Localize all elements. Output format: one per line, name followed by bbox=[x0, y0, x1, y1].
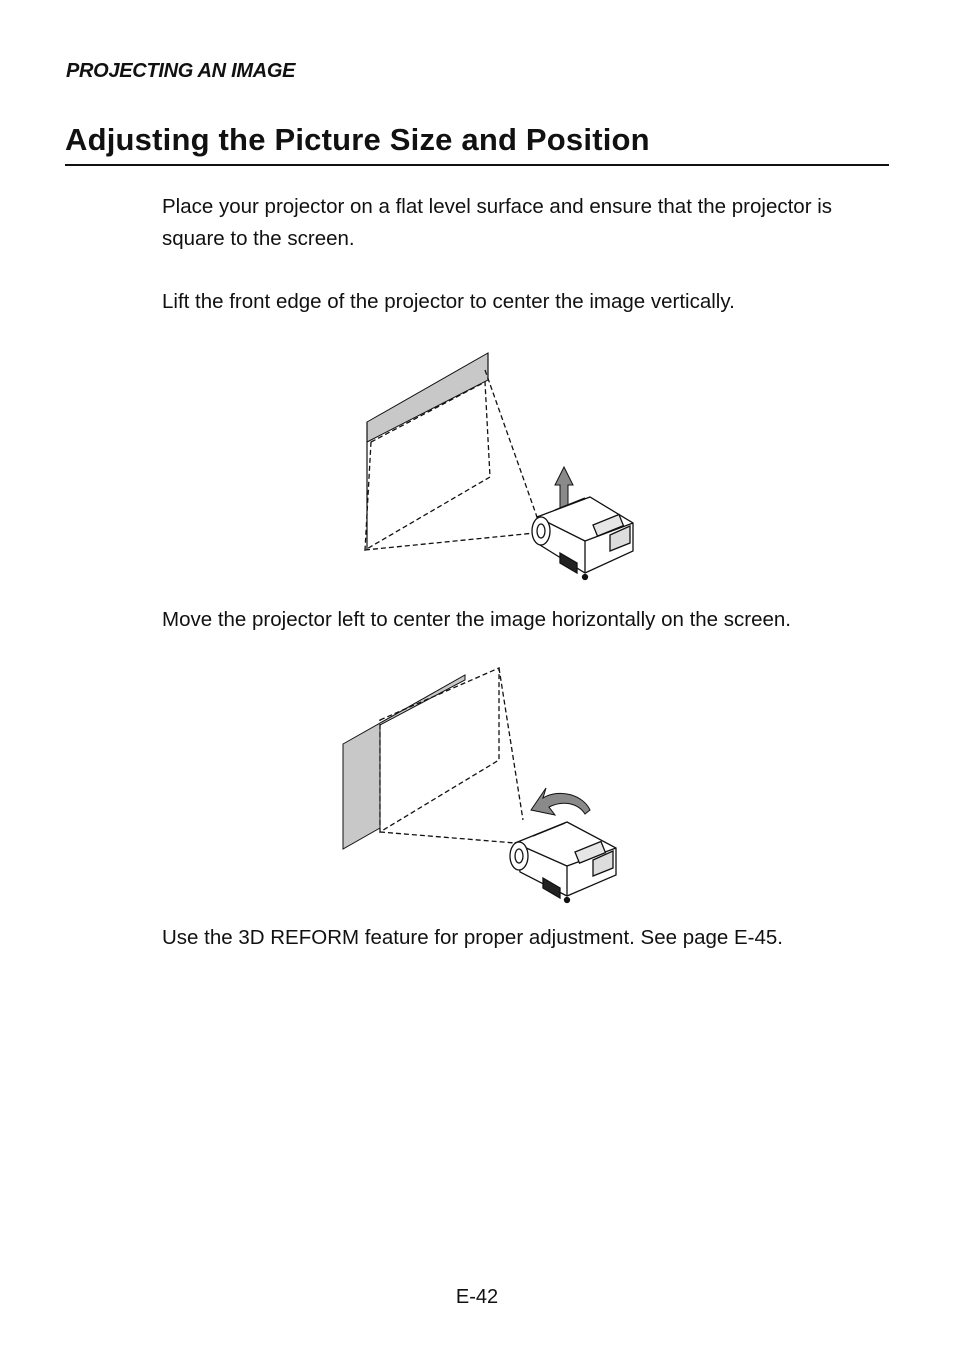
instruction-paragraph-level: Place your projector on a flat level surface and ensure that the projector is square to the screen. bbox=[162, 195, 833, 250]
projector-icon bbox=[510, 822, 616, 903]
section-header: PROJECTING AN IMAGE bbox=[66, 60, 296, 82]
instruction-paragraph-horizontal: Move the projector left to center the image horizontally on the screen. bbox=[162, 608, 792, 631]
page-number: E-42 bbox=[455, 1286, 499, 1308]
page-title: Adjusting the Picture Size and Position bbox=[65, 122, 889, 166]
instruction-paragraph-vertical: Lift the front edge of the projector to center the image vertically. bbox=[162, 290, 735, 313]
figure-move-left bbox=[335, 660, 630, 905]
figure-lift-front-edge bbox=[355, 345, 645, 585]
projection-screen bbox=[367, 353, 488, 442]
projection-screen bbox=[343, 675, 465, 849]
projection-outline bbox=[380, 668, 523, 843]
instruction-paragraph-3d-reform: Use the 3D REFORM feature for proper adjustment. See page E-45. bbox=[162, 926, 783, 949]
projector-icon bbox=[532, 497, 633, 580]
curved-arrow-left-icon bbox=[531, 788, 590, 815]
